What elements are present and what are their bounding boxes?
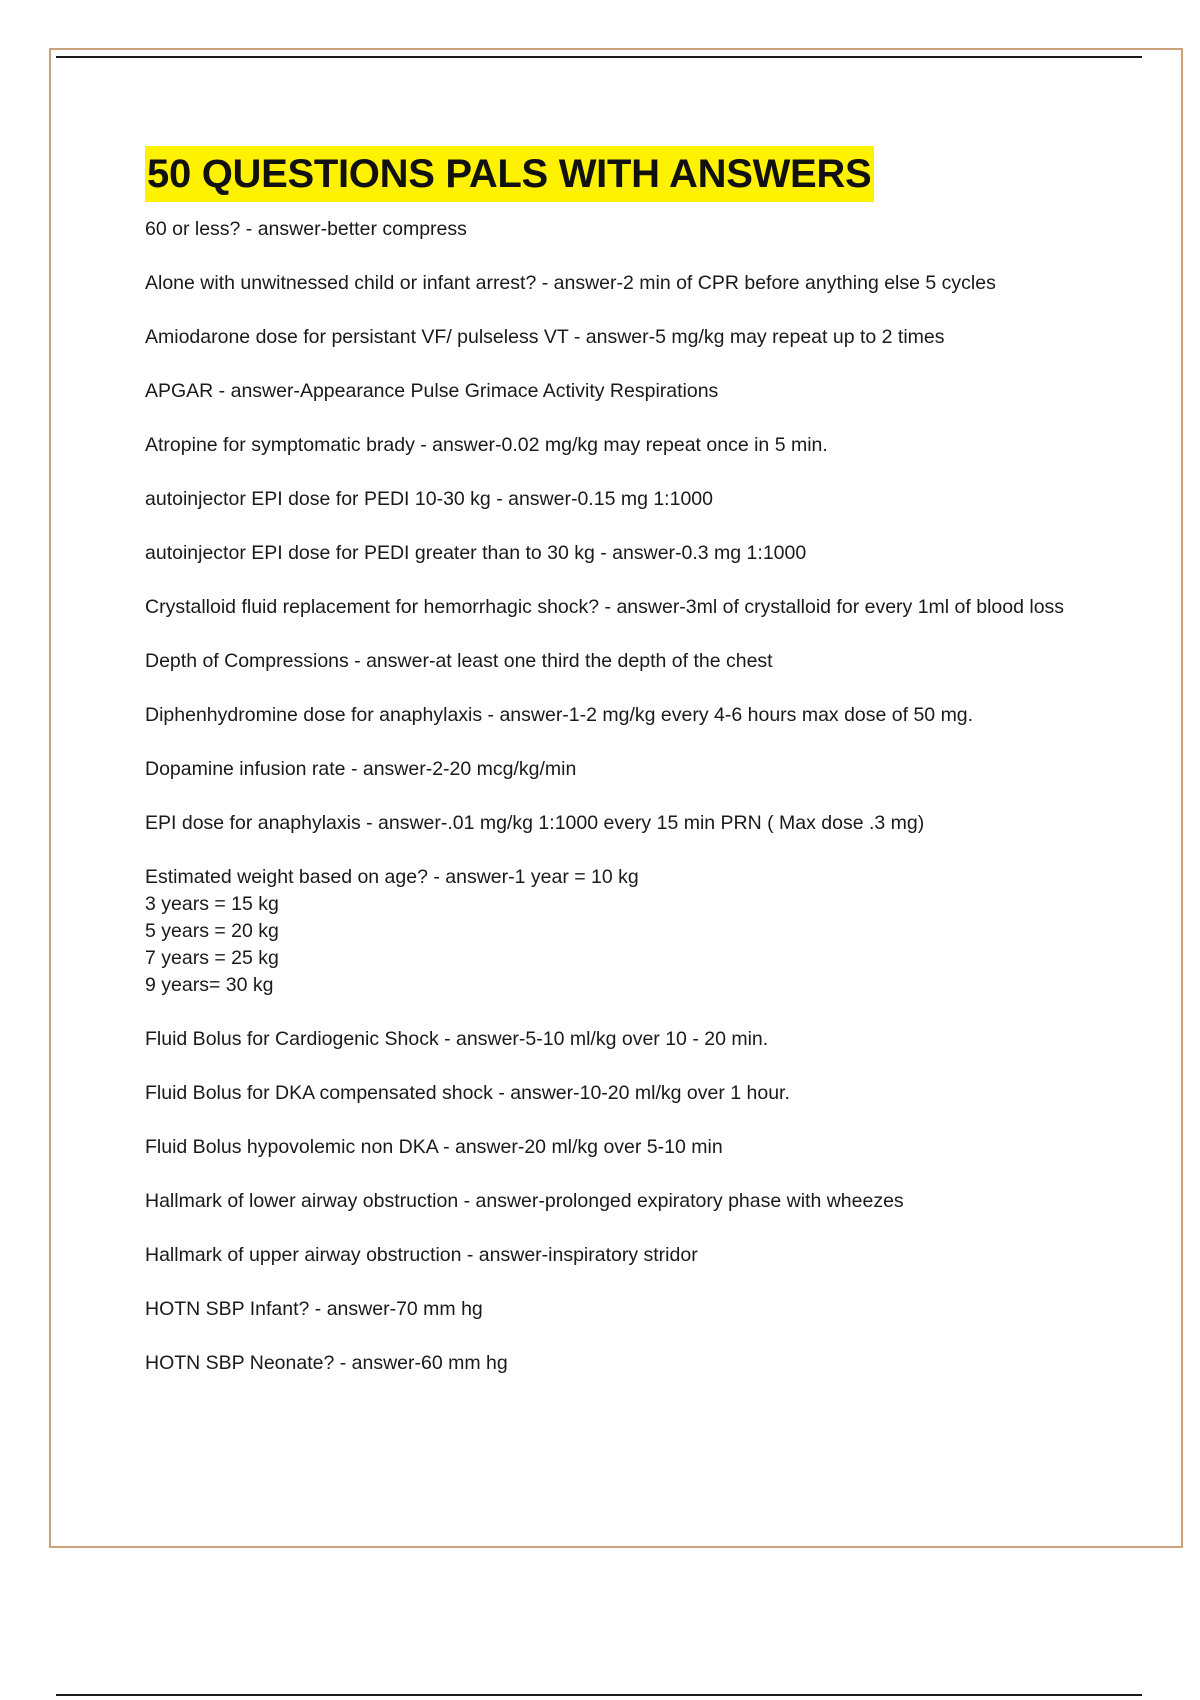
- qa-text-line: Depth of Compressions - answer-at least one third the depth of the chest: [145, 650, 773, 672]
- qa-item: [145, 594, 1105, 621]
- qa-item: [145, 1350, 1105, 1377]
- qa-item: [145, 1242, 1105, 1269]
- qa-item: [145, 432, 1105, 459]
- qa-text-line: autoinjector EPI dose for PEDI greater than to 30 kg - answer-0.3 mg 1:1000: [145, 542, 807, 564]
- qa-text-line: Dopamine infusion rate - answer-2-20 mcg/kg/min: [145, 758, 577, 780]
- qa-text-line: Diphenhydromine dose for anaphylaxis - answer-1-2 mg/kg every 4-6 hours max dose of 50 mg.: [145, 704, 974, 726]
- qa-text-line: Fluid Bolus for Cardiogenic Shock - answer-5-10 ml/kg over 10 - 20 min.: [145, 1028, 769, 1050]
- qa-item: [145, 1080, 1105, 1107]
- qa-text-line: Fluid Bolus for DKA compensated shock - answer-10-20 ml/kg over 1 hour.: [145, 1082, 790, 1104]
- qa-text-line: 7 years = 25 kg: [145, 947, 279, 969]
- qa-item: [145, 756, 1105, 783]
- qa-item: [145, 1026, 1105, 1053]
- qa-text-line: 5 years = 20 kg: [145, 920, 279, 942]
- qa-item: [145, 216, 1105, 243]
- qa-text-line: Hallmark of lower airway obstruction - answer-prolonged expiratory phase with wheezes: [145, 1190, 904, 1212]
- qa-text-line: 9 years= 30 kg: [145, 974, 274, 996]
- qa-item: [145, 648, 1105, 675]
- qa-item: [145, 810, 1105, 837]
- qa-text-line: Hallmark of upper airway obstruction - answer-inspiratory stridor: [145, 1244, 698, 1266]
- qa-text-line: APGAR - answer-Appearance Pulse Grimace Activity Respirations: [145, 380, 719, 402]
- qa-text-line: Crystalloid fluid replacement for hemorrhagic shock? - answer-3ml of crystalloid for every 1ml of blood loss: [145, 596, 1065, 618]
- qa-item: [145, 378, 1105, 405]
- qa-item: [145, 324, 1105, 351]
- qa-item: [145, 864, 1105, 999]
- qa-text-line: autoinjector EPI dose for PEDI 10-30 kg - answer-0.15 mg 1:1000: [145, 488, 713, 510]
- top-rule-divider: [56, 56, 1142, 58]
- qa-item: [145, 270, 1105, 297]
- qa-item: [145, 540, 1105, 567]
- document-body: [145, 146, 1105, 1404]
- qa-text-line: Atropine for symptomatic brady - answer-0.02 mg/kg may repeat once in 5 min.: [145, 434, 828, 456]
- qa-item: [145, 702, 1105, 729]
- qa-item: [145, 1134, 1105, 1161]
- qa-item: [145, 1296, 1105, 1323]
- qa-text-line: EPI dose for anaphylaxis - answer-.01 mg/kg 1:1000 every 15 min PRN ( Max dose .3 mg): [145, 812, 925, 834]
- qa-text-line: Estimated weight based on age? - answer-1 year = 10 kg: [145, 866, 639, 888]
- bottom-rule-divider: [56, 1694, 1142, 1696]
- document-title: 50 QUESTIONS PALS WITH ANSWERS: [145, 146, 874, 202]
- qa-text-line: 3 years = 15 kg: [145, 893, 279, 915]
- qa-text-line: 60 or less? - answer-better compress: [145, 218, 467, 240]
- qa-list: [145, 216, 1105, 1377]
- qa-text-line: Alone with unwitnessed child or infant arrest? - answer-2 min of CPR before anything else 5 cycles: [145, 272, 996, 294]
- qa-text-line: HOTN SBP Infant? - answer-70 mm hg: [145, 1298, 483, 1320]
- qa-text-line: Amiodarone dose for persistant VF/ pulseless VT - answer-5 mg/kg may repeat up to 2 times: [145, 326, 945, 348]
- qa-item: [145, 1188, 1105, 1215]
- qa-text-line: Fluid Bolus hypovolemic non DKA - answer-20 ml/kg over 5-10 min: [145, 1136, 723, 1158]
- qa-text-line: HOTN SBP Neonate? - answer-60 mm hg: [145, 1352, 508, 1374]
- qa-item: [145, 486, 1105, 513]
